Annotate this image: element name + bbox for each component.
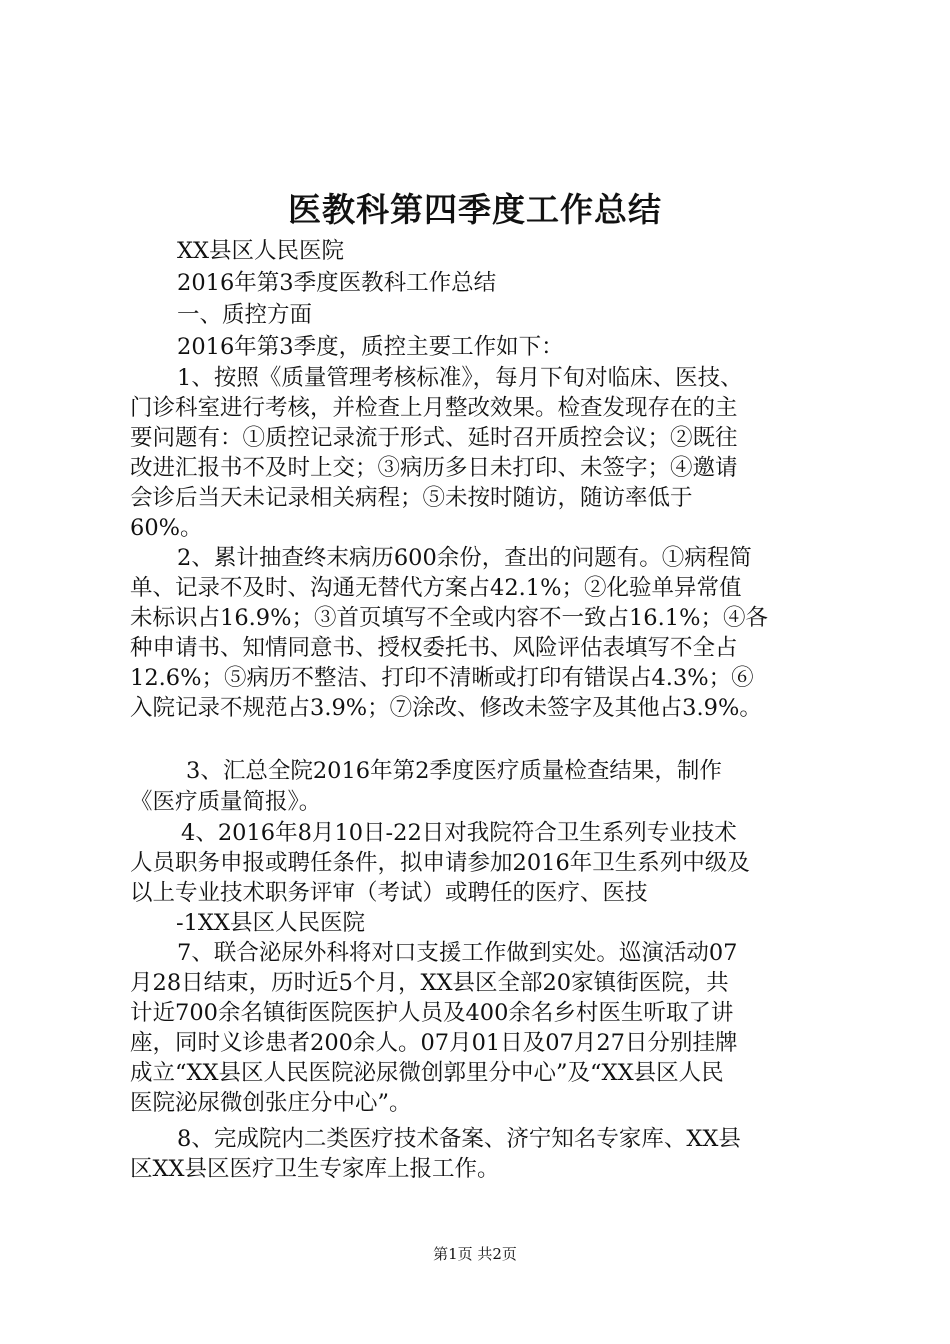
paragraph-line: 12.6%；⑤病历不整洁、打印不清晰或打印有错误占4.3%；⑥ [130, 665, 754, 691]
section-heading-quality-control: 一、质控方面 [177, 302, 313, 328]
page-footer: 第1页 共2页 [433, 1245, 517, 1263]
paragraph-line: 以上专业技术职务评审（考试）或聘任的医疗、医技 [130, 880, 648, 906]
page-break-marker: -1XX县区人民医院 [176, 910, 365, 936]
paragraph-line: 3、汇总全院2016年第2季度医疗质量检查结果，制作 [186, 758, 722, 784]
paragraph-line: 成立“XX县区人民医院泌尿微创郭里分中心”及“XX县区人民 [130, 1060, 724, 1086]
document-title: 医教科第四季度工作总结 [288, 190, 662, 229]
hospital-name-line: XX县区人民医院 [177, 238, 345, 264]
paragraph-line: 《医疗质量简报》。 [130, 789, 322, 815]
paragraph-line: 改进汇报书不及时上交；③病历多日未打印、未签字；④邀请 [130, 455, 738, 481]
paragraph-line: 会诊后当天未记录相关病程；⑤未按时随访，随访率低于 [130, 485, 693, 511]
paragraph-line: 座，同时义诊患者200余人。07月01日及07月27日分别挂牌 [130, 1030, 738, 1056]
paragraph-line: 要问题有：①质控记录流于形式、延时召开质控会议；②既往 [130, 425, 738, 451]
paragraph-line: 入院记录不规范占3.9%；⑦涂改、修改未签字及其他占3.9%。 [130, 695, 762, 721]
paragraph-line: 8、完成院内二类医疗技术备案、济宁知名专家库、XX县 [177, 1126, 741, 1152]
paragraph-line: 2016年第3季度，质控主要工作如下： [177, 334, 564, 360]
paragraph-line: 60%。 [130, 515, 203, 541]
paragraph-line: 人员职务申报或聘任条件，拟申请参加2016年卫生系列中级及 [130, 850, 750, 876]
paragraph-line: 计近700余名镇街医院医护人员及400余名乡村医生听取了讲 [130, 1000, 734, 1026]
paragraph-line: 1、按照《质量管理考核标准》，每月下旬对临床、医技、 [177, 365, 743, 391]
paragraph-line: 2、累计抽查终末病历600余份，查出的问题有。①病程简 [177, 545, 752, 571]
paragraph-line: 种申请书、知情同意书、授权委托书、风险评估表填写不全占 [130, 635, 738, 661]
report-subtitle-line: 2016年第3季度医教科工作总结 [177, 270, 497, 296]
paragraph-line: 医院泌尿微创张庄分中心”。 [130, 1090, 412, 1116]
paragraph-line: 月28日结束，历时近5个月，XX县区全部20家镇街医院，共 [130, 970, 729, 996]
paragraph-line: 门诊科室进行考核，并检查上月整改效果。检查发现存在的主 [130, 395, 738, 421]
paragraph-line: 单、记录不及时、沟通无替代方案占42.1%；②化验单异常值 [130, 575, 742, 601]
paragraph-line: 区XX县区医疗卫生专家库上报工作。 [130, 1156, 500, 1182]
paragraph-line: 4、2016年8月10日-22日对我院符合卫生系列专业技术 [181, 820, 737, 846]
paragraph-line: 7、联合泌尿外科将对口支援工作做到实处。巡演活动07 [177, 940, 738, 966]
paragraph-line: 未标识占16.9%；③首页填写不全或内容不一致占16.1%；④各 [130, 605, 768, 631]
